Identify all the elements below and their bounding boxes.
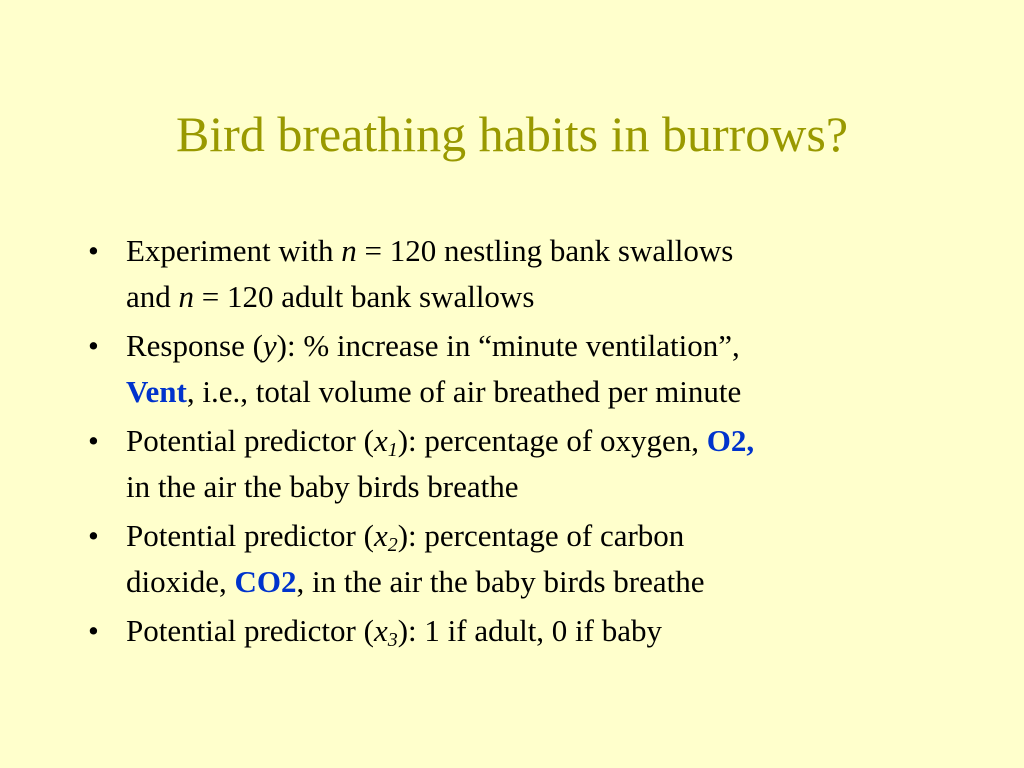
variable-x: x — [373, 423, 388, 458]
text-run: dioxide, — [126, 564, 235, 599]
variable-x: x — [373, 613, 388, 648]
text-run: ): % increase in “minute ventilation”, — [276, 328, 740, 363]
text-run: ): percentage of oxygen, — [397, 423, 707, 458]
slide-title: Bird breathing habits in burrows? — [175, 106, 849, 162]
variable-n: n — [341, 233, 357, 268]
bullet-text — [126, 518, 705, 599]
text-run: , in the air the baby birds breathe — [296, 564, 705, 599]
bullet-item-predictor-x3 — [88, 608, 948, 654]
variable-x: x — [373, 518, 388, 553]
highlight-vent: Vent — [126, 374, 187, 409]
subscript: 2 — [387, 534, 398, 556]
bullet-dot-icon: • — [88, 518, 99, 553]
bullet-item-response — [88, 323, 948, 415]
text-run: ): 1 if adult, 0 if baby — [397, 613, 663, 648]
text-run: Potential predictor ( — [126, 423, 374, 458]
bullet-text — [126, 328, 741, 409]
subscript: 3 — [387, 629, 398, 651]
bullet-list — [88, 228, 948, 657]
bullet-text — [126, 613, 663, 651]
text-run: Potential predictor ( — [126, 613, 374, 648]
bullet-dot-icon: • — [88, 233, 99, 268]
bullet-text — [126, 423, 754, 504]
subscript: 1 — [387, 439, 398, 461]
bullet-dot-icon: • — [88, 613, 99, 648]
text-run: and — [126, 279, 179, 314]
text-run: in the air the baby birds breathe — [126, 469, 519, 504]
text-run: Experiment with — [126, 233, 342, 268]
highlight-o2: O2, — [706, 423, 755, 458]
text-run: Response ( — [126, 328, 263, 363]
bullet-item-predictor-x2 — [88, 513, 948, 605]
bullet-text — [126, 233, 733, 314]
bullet-item-experiment — [88, 228, 948, 320]
variable-n: n — [178, 279, 195, 314]
bullet-dot-icon: • — [88, 423, 99, 458]
text-run: Potential predictor ( — [126, 518, 374, 553]
highlight-co2: CO2 — [234, 564, 297, 599]
text-run: = 120 adult bank swallows — [194, 279, 535, 314]
text-run: ): percentage of carbon — [397, 518, 685, 553]
bullet-item-predictor-x1 — [88, 418, 948, 510]
text-run: , i.e., total volume of air breathed per minute — [186, 374, 742, 409]
text-run: = 120 nestling bank swallows — [356, 233, 734, 268]
variable-y: y — [262, 328, 277, 363]
bullet-dot-icon: • — [88, 328, 99, 363]
